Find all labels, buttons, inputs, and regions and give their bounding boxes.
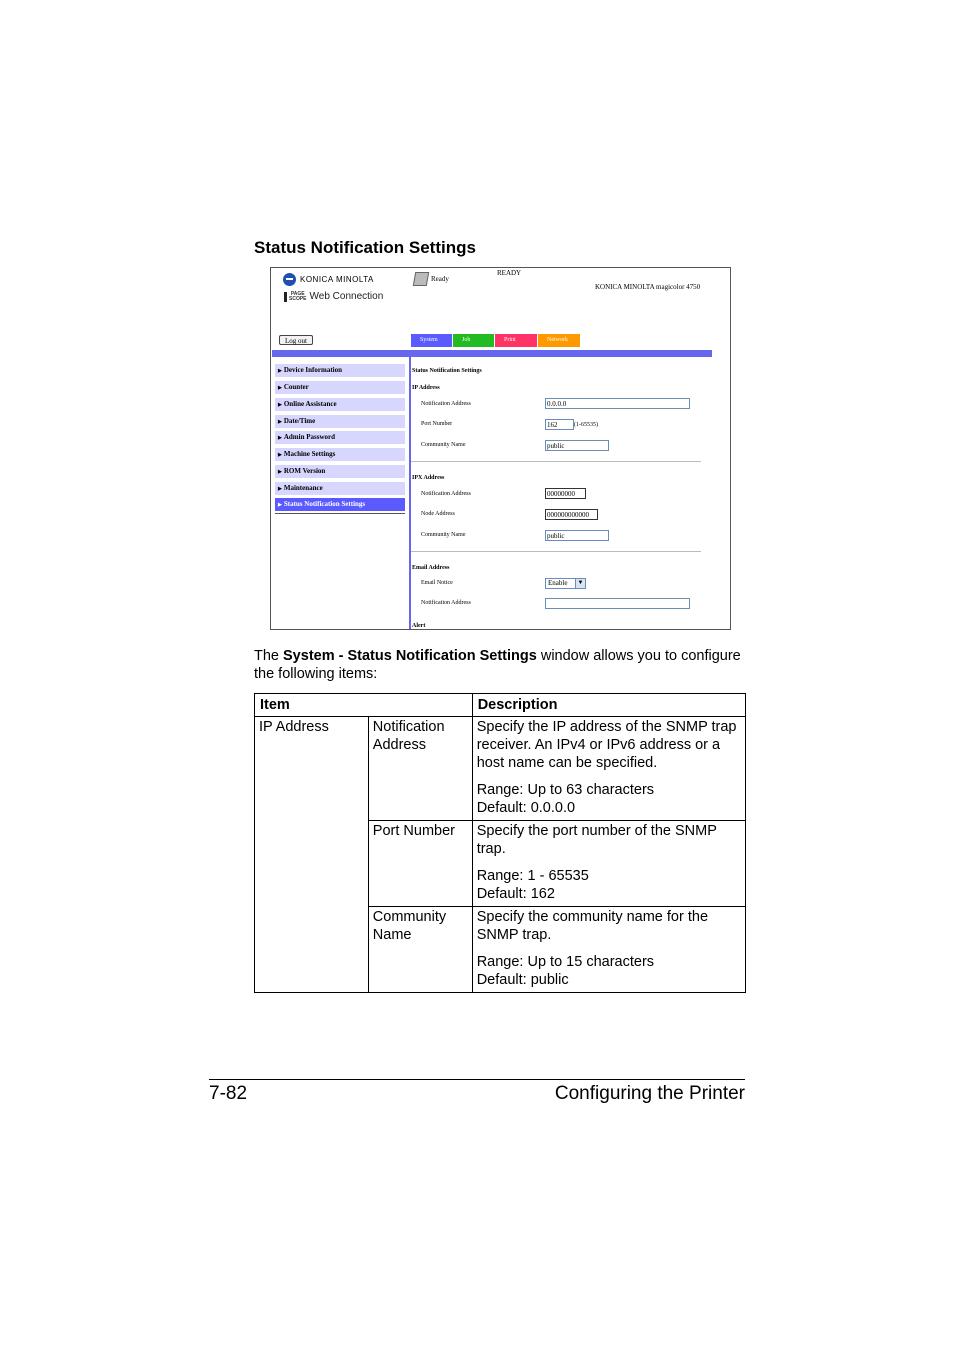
footer-rule	[209, 1079, 745, 1080]
triangle-right-icon: ▶	[278, 420, 282, 425]
ipx-section-title: IPX Address	[412, 475, 445, 481]
sidebar-item-admin-password[interactable]: ▶ Admin Password	[275, 431, 405, 444]
section-heading: Status Notification Settings	[254, 238, 476, 257]
status-label: Ready	[431, 275, 449, 283]
sidebar-item-counter[interactable]: ▶ Counter	[275, 381, 405, 394]
product-name: Web Connection	[309, 291, 384, 302]
ipx-community-label: Community Name	[421, 532, 466, 538]
tab-underline-bar	[272, 350, 712, 357]
email-notification-label: Notification Address	[421, 600, 471, 606]
section-divider	[411, 461, 701, 462]
sidebar-item-machine-settings[interactable]: ▶ Machine Settings	[275, 448, 405, 461]
header-description: Description	[472, 694, 745, 717]
sidebar-item-status-notification-settings[interactable]: ▶ Status Notification Settings	[275, 498, 405, 511]
settings-table	[254, 693, 746, 993]
email-notice-select[interactable]: Enable ▼	[545, 578, 586, 589]
email-notice-label: Email Notice	[421, 580, 453, 586]
status-value: READY	[497, 269, 522, 277]
sidebar-item-rom-version[interactable]: ▶ ROM Version	[275, 465, 405, 478]
email-section-title: Email Address	[412, 565, 450, 571]
tab-network[interactable]: Network	[538, 334, 580, 347]
description-cell	[472, 717, 745, 821]
web-connection-screenshot	[270, 267, 731, 630]
intro-paragraph: The System - Status Notification Settings window allows you to configure the following items:	[254, 648, 741, 682]
tab-print[interactable]: Print	[495, 334, 537, 347]
brand-name: KONICA MINOLTA	[300, 275, 374, 284]
content-title: Status Notification Settings	[412, 368, 482, 374]
ip-port-label: Port Number	[421, 421, 453, 427]
item-cell: Community Name	[368, 907, 472, 993]
sidebar-item-maintenance[interactable]: ▶ Maintenance	[275, 482, 405, 495]
triangle-right-icon: ▶	[278, 487, 282, 492]
group-cell: IP Address	[255, 717, 369, 993]
triangle-right-icon: ▶	[278, 453, 282, 458]
sidebar-item-device-information[interactable]: ▶ Device Information	[275, 364, 405, 377]
tab-system[interactable]: System	[411, 334, 452, 347]
description-text: Specify the IP address of the SNMP trap receiver. An IPv4 or IPv6 address or a host name can be specified.	[476, 719, 737, 771]
header-item: Item	[255, 694, 473, 717]
pagescope-logo-icon: PAGE SCOPE	[284, 292, 307, 302]
ip-notification-label: Notification Address	[421, 401, 471, 407]
sidebar-item-date-time[interactable]: ▶ Date/Time	[275, 415, 405, 428]
triangle-right-icon: ▶	[278, 436, 282, 441]
tab-job[interactable]: Job	[453, 334, 494, 347]
section-divider	[411, 551, 701, 552]
sidebar-divider	[409, 357, 411, 629]
ipx-node-address-field[interactable]: 000000000000	[545, 509, 598, 520]
triangle-right-icon: ▶	[278, 403, 282, 408]
triangle-right-icon: ▶	[278, 369, 282, 374]
page-number: 7-82	[209, 1083, 248, 1104]
description-text: Specify the community name for the SNMP trap.	[476, 909, 709, 943]
ip-port-range: (1-65535)	[574, 422, 598, 428]
ip-community-label: Community Name	[421, 442, 466, 448]
triangle-right-icon: ▶	[278, 470, 282, 475]
logout-button[interactable]: Log out	[279, 335, 313, 345]
chapter-title: Configuring the Printer	[554, 1083, 745, 1104]
table-header-row	[255, 694, 746, 717]
model-name: KONICA MINOLTA magicolor 4750	[595, 283, 701, 291]
ip-community-name-field[interactable]: public	[545, 440, 609, 451]
konica-minolta-logo-icon	[283, 273, 296, 286]
email-notification-address-field[interactable]	[545, 598, 690, 609]
triangle-right-icon: ▶	[278, 503, 282, 508]
range-default: Range: 1 - 65535 Default: 162	[476, 868, 589, 902]
ip-notification-address-field[interactable]: 0.0.0.0	[545, 398, 690, 409]
printer-status-icon	[413, 272, 429, 286]
item-cell: Port Number	[368, 821, 472, 907]
ip-section-title: IP Address	[412, 385, 440, 391]
description-cell	[472, 907, 745, 993]
window-name: System - Status Notification Settings	[283, 648, 537, 664]
alert-section-title: Alert	[412, 623, 426, 629]
ipx-notification-address-field[interactable]: 00000000	[545, 488, 586, 499]
ip-port-number-field[interactable]: 162	[545, 419, 574, 430]
sidebar-item-online-assistance[interactable]: ▶ Online Assistance	[275, 398, 405, 411]
brand-row	[283, 273, 374, 286]
sidebar-bottom-rule	[275, 513, 405, 514]
item-cell: Notification Address	[368, 717, 472, 821]
ipx-community-name-field[interactable]: public	[545, 530, 609, 541]
ipx-notification-label: Notification Address	[421, 491, 471, 497]
ipx-node-label: Node Address	[421, 511, 455, 517]
triangle-right-icon: ▶	[278, 386, 282, 391]
chevron-down-icon: ▼	[575, 579, 585, 588]
web-connection-row	[284, 291, 383, 302]
description-cell	[472, 821, 745, 907]
table-row	[255, 717, 746, 821]
range-default: Range: Up to 63 characters Default: 0.0.0.0	[476, 782, 655, 816]
range-default: Range: Up to 15 characters Default: public	[476, 954, 655, 988]
description-text: Specify the port number of the SNMP trap.	[476, 823, 717, 857]
